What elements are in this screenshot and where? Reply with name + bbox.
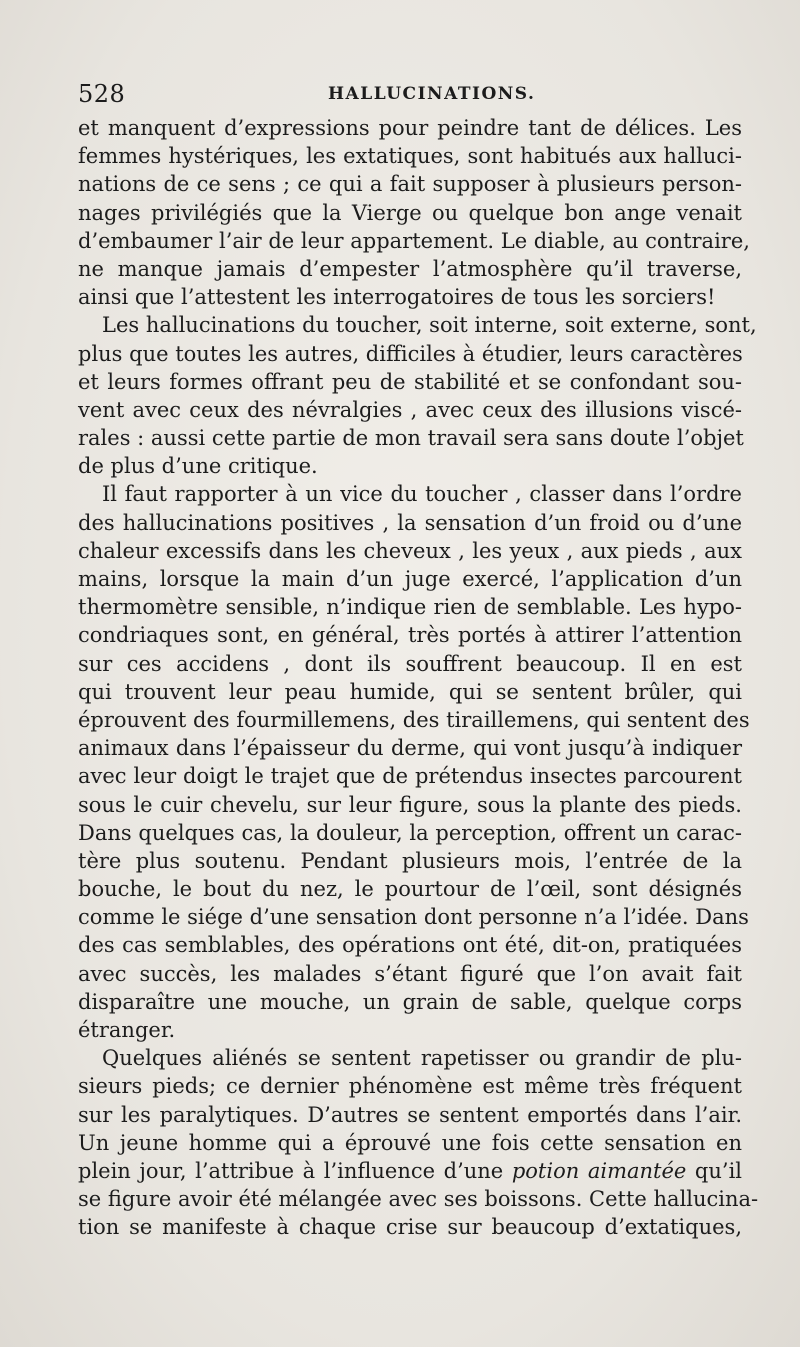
text-line: nations de ce sens ; ce qui a fait supposer à plusieurs person- (78, 172, 742, 197)
text-line: Quelques aliénés se sentent rapetisser ou grandir de plu- (102, 1046, 742, 1071)
page-header (78, 80, 742, 114)
text-line: bouche, le bout du nez, le pourtour de l’œil, sont désignés (78, 877, 742, 902)
text-line: chaleur excessifs dans les cheveux , les yeux , aux pieds , aux (78, 538, 742, 563)
text-line: Les hallucinations du toucher, soit interne, soit externe, sont, (102, 313, 757, 338)
text-line: sous le cuir chevelu, sur leur figure, sous la plante des pieds. (78, 792, 742, 817)
text-line: sur les paralytiques. D’autres se sentent emportés dans l’air. (78, 1102, 742, 1127)
text-line: mains, lorsque la main d’un juge exercé, l’application d’un (78, 567, 742, 591)
text-line: qui trouvent leur peau humide, qui se sentent brûler, qui (78, 679, 742, 704)
text-line: nages privilégiés que la Vierge ou quelque bon ange venait (78, 200, 742, 225)
text-line: vent avec ceux des névralgies , avec ceux des illusions viscé- (78, 397, 742, 422)
text-line: ainsi que l’attestent les interrogatoires de tous les sorciers! (78, 285, 716, 310)
text-line: thermomètre sensible, n’indique rien de semblable. Les hypo- (78, 595, 742, 620)
text-line: des hallucinations positives , la sensation d’un froid ou d’une (78, 510, 742, 535)
text-line: disparaître une mouche, un grain de sable, quelque corps (78, 989, 742, 1014)
text-line (78, 1157, 742, 1185)
text-line: rales : aussi cette partie de mon travail sera sans doute l’objet (78, 426, 744, 451)
text-line: avec succès, les malades s’étant figuré que l’on avait fait (78, 961, 742, 986)
text-line: et leurs formes offrant peu de stabilité et se confondant sou- (78, 369, 742, 394)
text-line: éprouvent des fourmillemens, des tiraillemens, qui sentent des (78, 707, 750, 732)
text-line: animaux dans l’épaisseur du derme, qui vont jusqu’à indiquer (78, 736, 742, 761)
text-line: femmes hystériques, les extatiques, sont habitués aux halluci- (78, 144, 742, 169)
text-line: se figure avoir été mélangée avec ses boissons. Cette hallucina- (78, 1187, 759, 1212)
text-line: des cas semblables, des opérations ont été, dit-on, pratiquées (78, 933, 742, 958)
text-line: Un jeune homme qui a éprouvé une fois cette sensation en (78, 1130, 742, 1155)
text-line: d’embaumer l’air de leur appartement. Le diable, au contraire, (78, 228, 750, 253)
text-line: plus que toutes les autres, difficiles à étudier, leurs caractères (78, 341, 743, 366)
text-line: sur ces accidens , dont ils souffrent beaucoup. Il en est (78, 651, 742, 676)
text-line: Il faut rapporter à un vice du toucher , classer dans l’ordre (102, 482, 742, 507)
text-line: de plus d’une critique. (78, 454, 318, 479)
text-line: Dans quelques cas, la douleur, la perception, offrent un carac- (78, 820, 742, 845)
text-line: tère plus soutenu. Pendant plusieurs mois, l’entrée de la (78, 848, 742, 873)
text-line: ne manque jamais d’empester l’atmosphère qu’il traverse, (78, 256, 742, 281)
text-line: tion se manifeste à chaque crise sur beaucoup d’extatiques, (78, 1215, 742, 1240)
text-line: sieurs pieds; ce dernier phénomène est même très fréquent (78, 1074, 742, 1099)
text-line: comme le siége d’une sensation dont personne n’a l’idée. Dans (78, 905, 749, 930)
text-line: et manquent d’expressions pour peindre tant de délices. Les (78, 116, 742, 140)
text-line: avec leur doigt le trajet que de prétendus insectes parcourent (78, 764, 742, 789)
text-run: plein jour, l’attribue à l’influence d’une (78, 1158, 512, 1183)
running-title: HALLUCINATIONS. (328, 84, 536, 104)
italic-phrase: potion aimantée (511, 1158, 687, 1183)
text-line: étranger. (78, 1018, 176, 1042)
text-line: condriaques sont, en général, très portés à attirer l’attention (78, 623, 742, 648)
body-text (78, 114, 759, 1242)
page-number: 528 (78, 80, 126, 108)
text-run: qu’il (686, 1158, 742, 1183)
